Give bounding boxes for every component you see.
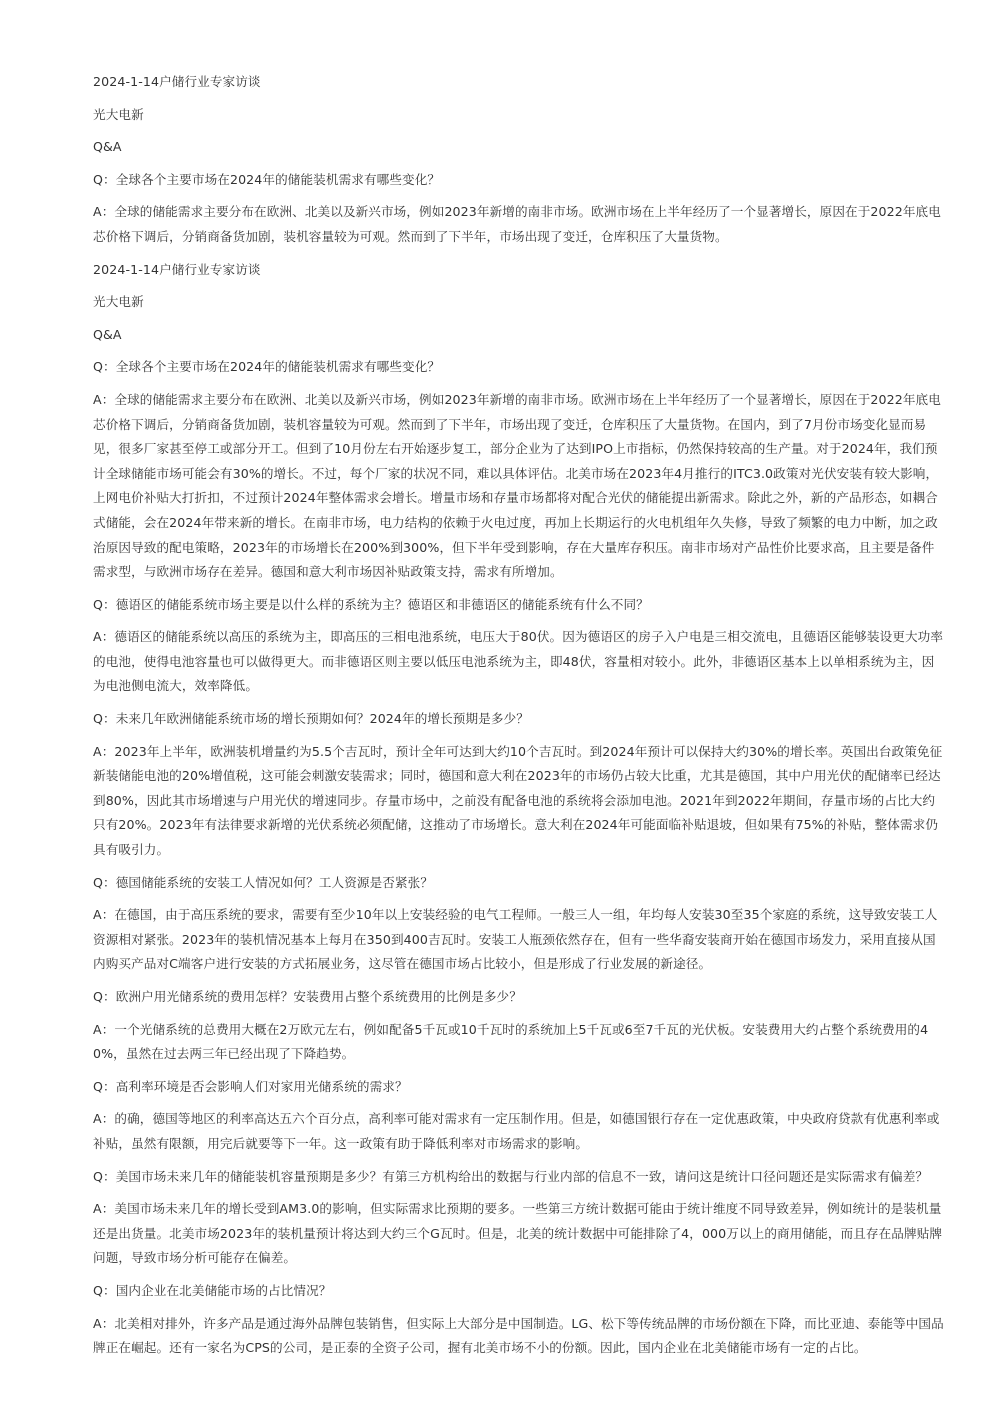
doc-source: 光大电新 [93, 106, 144, 122]
answer: A：全球的储能需求主要分布在欧洲、北美以及新兴市场，例如2023年新增的南非市场。欧洲市场在上半年经历了一个显著增长，原因在于2022年底电芯价格下调后，分销商备货加剧，装机容量较为可观。然而到了下半年，市场出现了变迁，仓库积压了大量货物。 [93, 204, 941, 244]
question: Q：未来几年欧洲储能系统市场的增长预期如何？2024年的增长预期是多少？ [93, 711, 529, 727]
question: Q：国内企业在北美储能市场的占比情况？ [93, 1282, 332, 1298]
section-heading: Q&A [93, 326, 122, 342]
question: Q：全球各个主要市场在2024年的储能装机需求有哪些变化？ [93, 171, 441, 187]
answer: A：北美相对排外，许多产品是通过海外品牌包装销售，但实际上大部分是中国制造。LG、松下等传统品牌的市场份额在下降，而比亚迪、泰能等中国品牌正在崛起。还有一家名为CPS的公司，是正泰的全资子公司，握有北美市场不小的份额。因此，国内企业在北美储能市场有一定的占比。 [93, 1315, 944, 1356]
answer: A：一个光储系统的总费用大概在2万欧元左右，例如配备5千瓦或10千瓦时的系统加上5千瓦或6至7千瓦的光伏板。安装费用大约占整个系统费用的40%，虽然在过去两三年已经出现了下降趋势。 [93, 1021, 929, 1062]
question: Q：德国储能系统的安装工人情况如何？工人资源是否紧张？ [93, 874, 434, 890]
answer: A：全球的储能需求主要分布在欧洲、北美以及新兴市场，例如2023年新增的南非市场。欧洲市场在上半年经历了一个显著增长，原因在于2022年底电芯价格下调后，分销商备货加剧，装机容量较为可观。然而到了下半年，市场出现了变迁，仓库积压了大量货物。在国内，到了7月份市场变化显而易见，很多厂家甚至停工或部分开工。但到了10月份左右开始逐步复工，部分企业为了达到IPO上市指标，仍然保持较高的生产量。对于2024年，我们预计全球储能市场可能会有30%的增长。不过，每个厂家的状况不同，难以具体评估。北美市场在2023年4月推行的ITC3.0政策对光伏安装有较大影响，上网电价补贴大打折扣，不过预计2024年整体需求会增长。增量市场和存量市场都将对配合光伏的储能提出新需求。除此之外，新的产品形态，如耦合式储能，会在2024年带来新的增长。在南非市场，电力结构的依赖于火电过度，再加上长期运行的火电机组年久失修，导致了频繁的电力中断，加之政治原因导致的配电策略，2023年的市场增长在200%到300%，但下半年受到影响，存在大量库存积压。南非市场对产品性价比要求高，且主要是备件需求型，与欧洲市场存在差异。德国和意大利市场因补贴政策支持，需求有所增加。 [93, 391, 941, 580]
question: Q：美国市场未来几年的储能装机容量预期是多少？有第三方机构给出的数据与行业内部的信息不一致，请问这是统计口径问题还是实际需求有偏差？ [93, 1168, 929, 1184]
question: Q：欧洲户用光储系统的费用怎样？安装费用占整个系统费用的比例是多少？ [93, 989, 522, 1004]
question: Q：高利率环境是否会影响人们对家用光储系统的需求？ [93, 1078, 408, 1094]
answer: A：2023年上半年，欧洲装机增量约为5.5个吉瓦时，预计全年可达到大约10个吉瓦时。到2024年预计可以保持大约30%的增长率。英国出台政策免征新装储能电池的20%增值税，这可能会刺激安装需求；同时，德国和意大利在2023年的市场仍占较大比重，尤其是德国，其中户用光伏的配储率已经达到80%，因此其市场增速与户用光伏的增速同步。存量市场中，之前没有配备电池的系统将会添加电池。2021年到2022年期间，存量市场的占比大约只有20%。2023年有法律要求新增的光伏系统必须配储，这推动了市场增长。意大利在2024年可能面临补贴退坡，但如果有75%的补贴，整体需求仍具有吸引力。 [93, 743, 943, 858]
doc-source: 光大电新 [93, 294, 144, 310]
answer: A：德语区的储能系统以高压的系统为主，即高压的三相电池系统，电压大于80伏。因为德语区的房子入户电是三相交流电，且德语区能够装设更大功率的电池，使得电池容量也可以做得更大。而非德语区则主要以低压电池系统为主，即48伏，容量相对较小。此外，非德语区基本上以单相系统为主，因为电池侧电流大，效率降低。 [93, 629, 944, 694]
answer: A：的确，德国等地区的利率高达五六个百分点，高利率可能对需求有一定压制作用。但是，如德国银行存在一定优惠政策，中央政府贷款有优惠利率或补贴，虽然有限额，用完后就要等下一年。这一政策有助于降低利率对市场需求的影响。 [93, 1111, 940, 1151]
document-body [93, 70, 945, 1369]
answer: A：在德国，由于高压系统的要求，需要有至少10年以上安装经验的电气工程师。一般三人一组，年均每人安装30至35个家庭的系统，这导致安装工人资源相对紧张。2023年的装机情况基本上每月在350到400吉瓦时。安装工人瓶颈依然存在，但有一些华裔安装商开始在德国市场发力，采用直接从国内购买产品对C端客户进行安装的方式拓展业务，这尽管在德国市场占比较小，但是形成了行业发展的新途径。 [93, 907, 938, 972]
question: Q：德语区的储能系统市场主要是以什么样的系统为主？德语区和非德语区的储能系统有什么不同？ [93, 596, 649, 612]
section-heading: Q&A [93, 139, 122, 155]
answer: A：美国市场未来几年的增长受到AM3.0的影响，但实际需求比预期的要多。一些第三方统计数据可能由于统计维度不同导致差异，例如统计的是装机量还是出货量。北美市场2023年的装机量预计将达到大约三个G瓦时。但是，北美的统计数据中可能排除了4，000万以上的商用储能，而且存在品牌贴牌问题，导致市场分析可能存在偏差。 [93, 1201, 943, 1266]
question: Q：全球各个主要市场在2024年的储能装机需求有哪些变化？ [93, 359, 441, 375]
doc-title: 2024-1-14户储行业专家访谈 [93, 74, 261, 89]
doc-title: 2024-1-14户储行业专家访谈 [93, 261, 261, 277]
